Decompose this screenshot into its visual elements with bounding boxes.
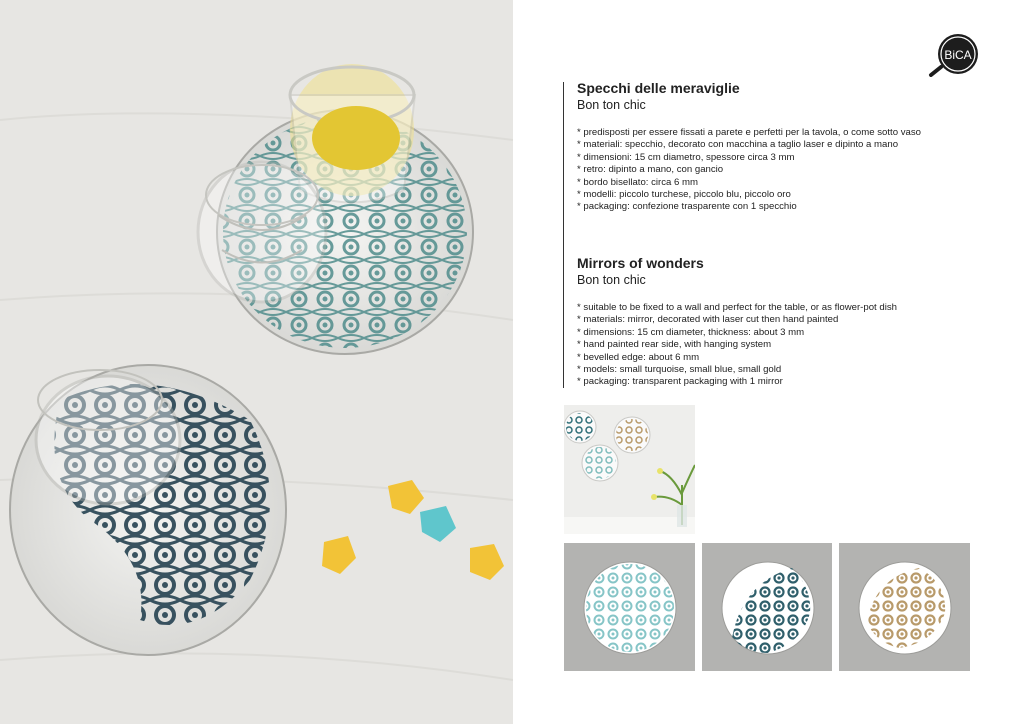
bullet-item: * bevelled edge: about 6 mm (577, 351, 700, 363)
bullet-item: * modelli: piccolo turchese, piccolo blu, piccolo oro (577, 189, 791, 201)
italian-section (577, 80, 921, 214)
gold-mirror-photo (839, 543, 970, 671)
bica-logo (928, 33, 984, 77)
bullet-item: * dimensioni: 15 cm diametro, spessore circa 3 mm (577, 151, 795, 163)
italian-title: Specchi delle meraviglie (577, 80, 740, 96)
english-subtitle: Bon ton chic (577, 273, 646, 287)
section-divider (563, 82, 564, 388)
italian-bullets (577, 127, 921, 214)
english-section (577, 255, 897, 389)
english-bullets (577, 302, 897, 389)
bullet-item: * predisposti per essere fissati a parete e perfetti per la tavola, o come sotto vaso (577, 127, 921, 138)
logo-text: BiCA (944, 48, 972, 62)
english-title: Mirrors of wonders (577, 255, 704, 271)
bullet-item: * hand painted rear side, with hanging system (577, 339, 772, 351)
wall-display-photo (564, 405, 695, 534)
bullet-item: * materials: mirror, decorated with laser cut then hand painted (577, 314, 839, 326)
turquoise-mirror-photo (564, 543, 695, 671)
blue-mirror-photo (702, 543, 832, 671)
bullet-item: * bordo bisellato: circa 6 mm (577, 176, 699, 188)
bullet-item: * dimensions: 15 cm diameter, thickness: about 3 mm (577, 326, 805, 338)
bullet-item: * packaging: confezione trasparente con 1 specchio (577, 201, 797, 213)
italian-subtitle: Bon ton chic (577, 98, 646, 112)
bullet-item: * packaging: transparent packaging with 1 mirror (577, 376, 783, 388)
bullet-item: * materiali: specchio, decorato con macchina a taglio laser e dipinto a mano (577, 139, 899, 151)
bullet-item: * suitable to be fixed to a wall and perfect for the table, or as flower-pot dish (577, 302, 897, 313)
bullet-item: * models: small turquoise, small blue, small gold (577, 364, 782, 376)
bullet-item: * retro: dipinto a mano, con gancio (577, 164, 724, 176)
